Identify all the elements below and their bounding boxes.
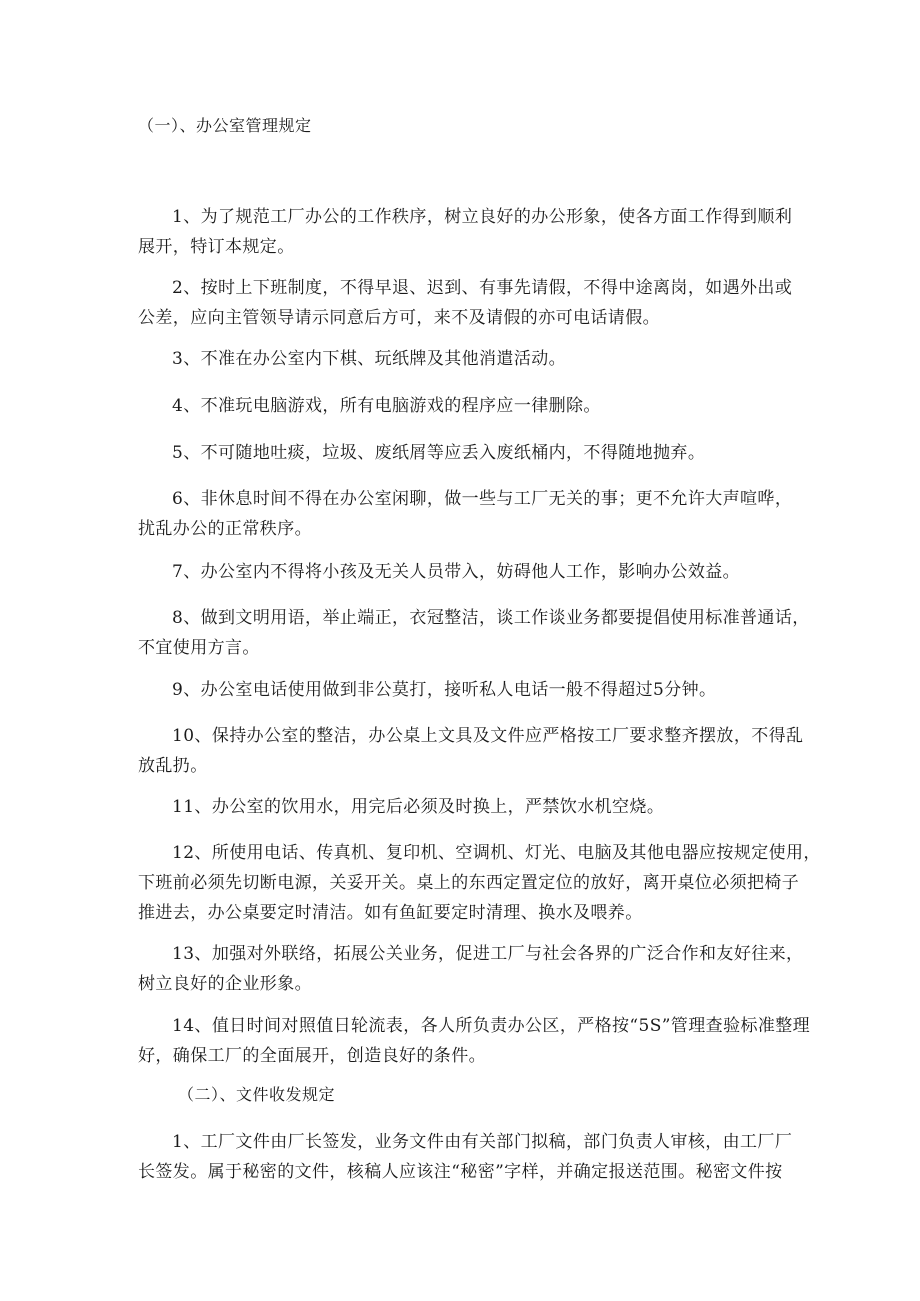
paragraph-line: 扰乱办公的正常秩序。 [138,519,312,539]
paragraph-line: 5、不可随地吐痰，垃圾、废纸屑等应丢入废纸桶内，不得随地抛弃。 [172,443,706,463]
paragraph-line: 10、保持办公室的整洁，办公桌上文具及文件应严格按工厂要求整齐摆放，不得乱 [172,726,804,746]
paragraph-14 [138,1011,811,1071]
paragraph-line: 公差，应向主管领导请示同意后方可，来不及请假的亦可电话请假。 [138,308,660,328]
paragraph-s2-1 [138,1127,798,1187]
paragraph-line: 6、非休息时间不得在办公室闲聊，做一些与工厂无关的事；更不允许大声喧哗， [172,489,793,509]
paragraph-9 [138,675,798,705]
section-2-title: （二）、文件收发规定 [178,1085,336,1104]
paragraph-line: 4、不准玩电脑游戏，所有电脑游戏的程序应一律删除。 [172,396,601,416]
paragraph-6 [138,484,798,544]
section-1-title: （一）、办公室管理规定 [138,116,312,135]
paragraph-line: 推进去，办公桌要定时清洁。如有鱼缸要定时清理、换水及喂养。 [138,903,643,923]
paragraph-line: 长签发。属于秘密的文件，核稿人应该注“秘密”字样，并确定报送范围。秘密文件按 [138,1162,783,1182]
paragraph-line: 树立良好的企业形象。 [138,974,312,994]
paragraph-line: 9、办公室电话使用做到非公莫打，接听私人电话一般不得超过5分钟。 [172,680,717,700]
paragraph-line: 11、办公室的饮用水，用完后必须及时换上，严禁饮水机空烧。 [172,797,665,817]
paragraph-11 [138,792,798,822]
paragraph-2 [138,273,798,333]
paragraph-line: 1、工厂文件由厂长签发，业务文件由有关部门拟稿，部门负责人审核，由工厂厂 [172,1132,793,1152]
paragraph-line: 14、值日时间对照值日轮流表，各人所负责办公区，严格按“5S”管理查验标准整理 [172,1016,811,1036]
paragraph-line: 8、做到文明用语，举止端正，衣冠整洁，谈工作谈业务都要提倡使用标准普通话， [172,608,810,628]
paragraph-12 [138,838,821,928]
paragraph-line: 不宜使用方言。 [138,638,260,658]
paragraph-8 [138,603,810,663]
paragraph-line: 好，确保工厂的全面展开，创造良好的条件。 [138,1046,486,1066]
paragraph-13 [138,939,804,999]
paragraph-line: 放乱扔。 [138,756,208,776]
paragraph-line: 12、所使用电话、传真机、复印机、空调机、灯光、电脑及其他电器应按规定使用， [172,843,821,863]
paragraph-line: 7、办公室内不得将小孩及无关人员带入，妨碍他人工作，影响办公效益。 [172,562,741,582]
paragraph-line: 展开，特订本规定。 [138,237,295,257]
paragraph-line: 2、按时上下班制度，不得早退、迟到、有事先请假，不得中途离岗，如遇外出或 [172,278,793,298]
paragraph-3 [138,344,798,374]
paragraph-10 [138,721,804,781]
paragraph-7 [138,557,798,587]
paragraph-line: 1、为了规范工厂办公的工作秩序，树立良好的办公形象，使各方面工作得到顺利 [172,207,793,227]
paragraph-5 [138,438,798,468]
paragraph-line: 13、加强对外联络，拓展公关业务，促进工厂与社会各界的广泛合作和友好往来， [172,944,804,964]
paragraph-1 [138,202,798,262]
paragraph-4 [138,391,798,421]
paragraph-line: 下班前必须先切断电源，关妥开关。桌上的东西定置定位的放好，离开桌位必须把椅子 [138,873,800,893]
paragraph-line: 3、不准在办公室内下棋、玩纸牌及其他消遣活动。 [172,349,567,369]
